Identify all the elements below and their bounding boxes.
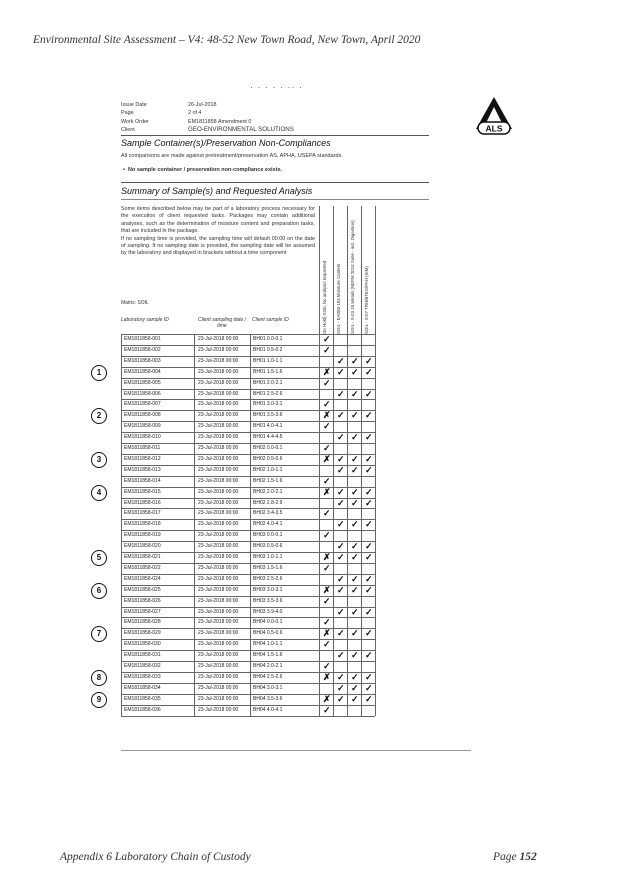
sampling-date: 23-Jul-2018 00:00	[198, 652, 239, 659]
check-mark: ✓	[351, 453, 359, 464]
cross-mark: ✗	[323, 486, 331, 497]
table-row	[121, 508, 375, 518]
sampling-date: 23-Jul-2018 00:00	[198, 663, 239, 669]
check-mark: ✓	[323, 475, 331, 486]
divider	[121, 182, 429, 183]
sampling-date: 23-Jul-2018 00:00	[198, 488, 239, 495]
check-mark: ✓	[323, 661, 331, 671]
client-sample-id: BH01 1.5-1.6	[253, 368, 283, 375]
lab-sample-id: EM1811858-033	[124, 673, 161, 680]
analysis-header: SOIL - S-07 TRH/BTEX/PAH (SIM)	[364, 266, 369, 334]
check-mark: ✓	[337, 410, 345, 421]
check-mark: ✓	[351, 366, 359, 377]
cross-mark: ✗	[323, 584, 331, 595]
table-row	[121, 421, 375, 431]
lab-sample-id: EM1811858-019	[124, 532, 161, 539]
client-sample-id: BH03 3.0-3.1	[253, 586, 283, 593]
check-mark: ✓	[351, 497, 359, 508]
check-mark: ✓	[337, 464, 345, 475]
lab-sample-id: EM1811858-026	[124, 597, 161, 604]
meta-key: Work Order	[121, 118, 149, 125]
sampling-date: 23-Jul-2018 00:00	[198, 673, 239, 680]
sampling-date: 23-Jul-2018 00:00	[198, 575, 239, 582]
table-row	[121, 617, 375, 627]
client-sample-id: BH01 4.4-4.5	[253, 434, 283, 441]
check-mark: ✓	[337, 606, 345, 617]
check-mark: ✓	[337, 453, 345, 464]
table-row	[121, 345, 375, 355]
sampling-date: 23-Jul-2018 00:00	[198, 390, 239, 397]
client-sample-id: BH04 0.5-0.6	[253, 630, 283, 637]
scan-noise: · · · · · ·· ·	[250, 82, 303, 92]
lab-sample-id: EM1811858-009	[124, 423, 161, 430]
lab-sample-id: EM1811858-004	[124, 368, 161, 375]
lab-sample-id: EM1811858-024	[124, 575, 161, 582]
check-mark: ✓	[365, 519, 373, 530]
check-mark: ✓	[337, 366, 345, 377]
check-mark: ✓	[351, 573, 359, 584]
check-mark: ✓	[351, 355, 359, 366]
lab-sample-id: EM1811858-003	[124, 357, 161, 364]
check-mark: ✓	[365, 453, 373, 464]
sampling-date: 23-Jul-2018 00:00	[198, 368, 239, 375]
check-mark: ✓	[323, 344, 331, 355]
sampling-date: 23-Jul-2018 00:00	[198, 434, 239, 441]
client-sample-id: BH04 3.5-3.6	[253, 695, 283, 702]
cross-mark: ✗	[323, 366, 331, 377]
sampling-date: 23-Jul-2018 00:00	[198, 586, 239, 593]
cross-mark: ✗	[323, 552, 331, 562]
check-mark: ✓	[337, 497, 345, 508]
divider	[121, 199, 429, 200]
table-row	[121, 705, 375, 715]
lab-sample-id: EM1811858-014	[124, 477, 161, 484]
sample-circle-number: 1	[91, 365, 107, 381]
sampling-date: 23-Jul-2018 00:00	[198, 619, 239, 626]
client-sample-id: BH04 4.0-4.1	[253, 706, 283, 713]
grid-vline	[375, 206, 376, 716]
sample-circle-number: 5	[91, 550, 107, 566]
lab-sample-id: EM1811858-022	[124, 564, 161, 571]
page-label: Page	[493, 851, 517, 863]
sample-circle-number: 4	[91, 485, 107, 501]
lab-sample-id: EM1811858-029	[124, 630, 161, 637]
client-sample-id: BH03 1.0-1.1	[253, 554, 283, 560]
table-row	[121, 639, 375, 649]
check-mark: ✓	[351, 606, 359, 617]
client-sample-id: BH01 0.5-0.2	[253, 346, 283, 353]
client-sample-id: BH02 2.0-2.1	[253, 488, 283, 495]
sampling-date: 23-Jul-2018 00:00	[198, 412, 239, 419]
client-sample-id: BH04 2.5-2.6	[253, 673, 283, 680]
analysis-header: On Hold) SOIL No analysis requested	[322, 260, 327, 334]
lab-sample-id: EM1811858-017	[124, 510, 161, 517]
client-sample-id: BH03 3.9-4.0	[253, 608, 283, 615]
sampling-date: 23-Jul-2018 00:00	[198, 499, 239, 506]
sample-circle-number: 3	[91, 452, 107, 468]
client-sample-id: BH01 4.0-4.1	[253, 423, 283, 430]
check-mark: ✓	[365, 650, 373, 661]
check-mark: ✓	[351, 486, 359, 497]
check-mark: ✓	[351, 671, 359, 682]
sample-circle-number: 9	[91, 692, 107, 708]
table-row	[121, 443, 375, 453]
col-header-lab-id: Laboratory sample ID	[121, 317, 169, 323]
check-mark: ✓	[337, 355, 345, 366]
grid-hline	[121, 716, 375, 717]
lab-sample-id: EM1811858-012	[124, 455, 161, 462]
sampling-date: 23-Jul-2018 00:00	[198, 532, 239, 539]
sampling-date: 23-Jul-2018 00:00	[198, 543, 239, 550]
sampling-date: 23-Jul-2018 00:00	[198, 423, 239, 430]
meta-key: Page	[121, 110, 134, 117]
check-mark: ✓	[323, 421, 331, 432]
check-mark: ✓	[323, 639, 331, 650]
client-sample-id: BH01 3.5-3.6	[253, 412, 283, 419]
client-sample-id: BH03 1.5-1.6	[253, 564, 283, 571]
matrix-label: Matrix: SOIL	[121, 300, 149, 306]
client-sample-id: BH02 1.0-1.1	[253, 466, 283, 473]
sampling-date: 23-Jul-2018 00:00	[198, 608, 239, 615]
lab-sample-id: EM1811858-001	[124, 336, 161, 342]
check-mark: ✓	[337, 552, 345, 562]
lab-sample-id: EM1811858-007	[124, 401, 161, 408]
check-mark: ✓	[351, 682, 359, 693]
sampling-date: 23-Jul-2018 00:00	[198, 379, 239, 386]
als-logo	[473, 95, 515, 137]
sample-circle-number: 8	[91, 670, 107, 686]
lab-sample-id: EM1811858-028	[124, 619, 161, 626]
sampling-date: 23-Jul-2018 00:00	[198, 684, 239, 691]
check-mark: ✓	[351, 693, 359, 704]
check-mark: ✓	[351, 432, 359, 443]
lab-sample-id: EM1811858-020	[124, 543, 161, 550]
sampling-date: 23-Jul-2018 00:00	[198, 641, 239, 648]
check-mark: ✓	[365, 388, 373, 399]
check-mark: ✓	[337, 486, 345, 497]
lab-sample-id: EM1811858-030	[124, 641, 161, 648]
lab-sample-id: EM1811858-015	[124, 488, 161, 495]
cross-mark: ✗	[323, 671, 331, 682]
check-mark: ✓	[365, 628, 373, 639]
section-title-summary: Summary of Sample(s) and Requested Analysis	[121, 186, 313, 196]
client-sample-id: BH01 2.0-2.1	[253, 379, 283, 386]
check-mark: ✓	[337, 541, 345, 552]
check-mark: ✓	[337, 573, 345, 584]
check-mark: ✓	[365, 410, 373, 421]
check-mark: ✓	[351, 519, 359, 530]
lab-sample-id: EM1811858-008	[124, 412, 161, 419]
check-mark: ✓	[365, 584, 373, 595]
client-sample-id: BH01 1.0-1.1	[253, 357, 283, 364]
bullet-text: No sample container / preservation non-compliance exists.	[127, 167, 283, 173]
sample-circle-number: 7	[91, 626, 107, 642]
client-sample-id: BH01 3.0-3.1	[253, 401, 283, 408]
client-sample-id: BH04 1.5-1.6	[253, 652, 283, 659]
sampling-date: 23-Jul-2018 00:00	[198, 695, 239, 702]
meta-value: GEO-ENVIRONMENTAL SOLUTIONS	[188, 126, 294, 134]
client-sample-id: BH04 3.0-3.1	[253, 684, 283, 691]
cross-mark: ✗	[323, 628, 331, 639]
sampling-date: 23-Jul-2018 00:00	[198, 445, 239, 451]
lab-sample-id: EM1811858-036	[124, 706, 161, 713]
check-mark: ✓	[337, 432, 345, 443]
table-row	[121, 476, 375, 486]
running-header: Environmental Site Assessment – V4: 48-52 New Town Road, New Town, April 2020	[33, 34, 421, 46]
lab-sample-id: EM1811858-011	[124, 445, 161, 451]
cross-mark: ✗	[323, 693, 331, 704]
check-mark: ✓	[365, 355, 373, 366]
sample-circle-number: 2	[91, 408, 107, 424]
lab-sample-id: EM1811858-002	[124, 346, 161, 353]
table-row	[121, 530, 375, 540]
lab-sample-id: EM1811858-021	[124, 554, 161, 560]
check-mark: ✓	[323, 334, 331, 344]
client-sample-id: BH04 2.0-2.1	[253, 663, 283, 669]
check-mark: ✓	[323, 704, 331, 715]
sampling-date: 23-Jul-2018 00:00	[198, 564, 239, 571]
client-sample-id: BH04 0.0-0.1	[253, 619, 283, 626]
sampling-date: 23-Jul-2018 00:00	[198, 706, 239, 713]
client-sample-id: BH01 2.5-2.6	[253, 390, 283, 397]
page-number: 152	[519, 851, 537, 863]
lab-sample-id: EM1811858-027	[124, 608, 161, 615]
check-mark: ✓	[351, 584, 359, 595]
check-mark: ✓	[365, 693, 373, 704]
footer-page	[493, 851, 537, 863]
footer-appendix: Appendix 6 Laboratory Chain of Custody	[60, 851, 251, 863]
check-mark: ✓	[365, 541, 373, 552]
sampling-date: 23-Jul-2018 00:00	[198, 521, 239, 528]
check-mark: ✓	[323, 617, 331, 628]
check-mark: ✓	[337, 388, 345, 399]
lab-sample-id: EM1811858-018	[124, 521, 161, 528]
sampling-date: 23-Jul-2018 00:00	[198, 466, 239, 473]
section-title-noncompliance: Sample Container(s)/Preservation Non-Compliances	[121, 138, 331, 148]
client-sample-id: BH03 3.5-3.6	[253, 597, 283, 604]
check-mark: ✓	[351, 628, 359, 639]
table-row	[121, 399, 375, 409]
sampling-date: 23-Jul-2018 00:00	[198, 630, 239, 637]
check-mark: ✓	[323, 508, 331, 519]
bottom-rule	[121, 750, 471, 751]
client-sample-id: BH03 0.5-0.6	[253, 543, 283, 550]
client-sample-id: BH02 2.8-2.9	[253, 499, 283, 506]
check-mark: ✓	[365, 671, 373, 682]
check-mark: ✓	[337, 682, 345, 693]
check-mark: ✓	[365, 573, 373, 584]
meta-key: Issue Date	[121, 102, 147, 108]
check-mark: ✓	[337, 584, 345, 595]
table-row	[121, 596, 375, 606]
table-row	[121, 661, 375, 671]
sampling-date: 23-Jul-2018 00:00	[198, 357, 239, 364]
compliance-bullet	[123, 167, 282, 173]
check-mark: ✓	[337, 519, 345, 530]
lab-sample-id: EM1811858-010	[124, 434, 161, 441]
check-mark: ✓	[365, 552, 373, 562]
check-mark: ✓	[365, 464, 373, 475]
analysis-header: SOIL - EA055-103 Moisture Content	[336, 263, 341, 334]
check-mark: ✓	[365, 606, 373, 617]
client-sample-id: BH02 4.0-4.1	[253, 521, 283, 528]
lab-sample-id: EM1811858-006	[124, 390, 161, 397]
summary-description	[121, 206, 315, 258]
table-row	[121, 563, 375, 573]
meta-value: 2 of 4	[188, 110, 202, 117]
lab-sample-id: EM1811858-034	[124, 684, 161, 691]
description-para-1: Some items described below may be part of a laboratory process necessary for the execution of client requested tasks. Packages may contain additional analyses, such as the determination of moisture content and preparation tasks, that are included in the package.	[121, 206, 315, 235]
check-mark: ✓	[351, 410, 359, 421]
lab-sample-id: EM1811858-025	[124, 586, 161, 593]
sampling-date: 23-Jul-2018 00:00	[198, 510, 239, 517]
sampling-date: 23-Jul-2018 00:00	[198, 401, 239, 408]
col-header-date: Client sampling date / time	[197, 317, 247, 329]
client-sample-id: BH01 0.0-0.1	[253, 336, 283, 342]
client-sample-id: BH02 0.0-0.1	[253, 445, 283, 451]
check-mark: ✓	[323, 377, 331, 388]
sample-circle-number: 6	[91, 583, 107, 599]
meta-value: 26-Jul-2018	[188, 102, 217, 108]
check-mark: ✓	[323, 530, 331, 541]
check-mark: ✓	[323, 443, 331, 453]
report-meta	[121, 101, 321, 135]
col-header-client-id: Client sample ID	[252, 317, 289, 323]
sampling-date: 23-Jul-2018 00:00	[198, 554, 239, 560]
check-mark: ✓	[365, 366, 373, 377]
sampling-date: 23-Jul-2018 00:00	[198, 346, 239, 353]
check-mark: ✓	[365, 497, 373, 508]
check-mark: ✓	[365, 486, 373, 497]
check-mark: ✓	[323, 399, 331, 410]
check-mark: ✓	[323, 562, 331, 573]
check-mark: ✓	[337, 693, 345, 704]
cross-mark: ✗	[323, 453, 331, 464]
sampling-date: 23-Jul-2018 00:00	[198, 336, 239, 342]
client-sample-id: BH02 3.4-3.5	[253, 510, 283, 517]
check-mark: ✓	[351, 650, 359, 661]
client-sample-id: BH04 1.0-1.1	[253, 641, 283, 648]
check-mark: ✓	[337, 628, 345, 639]
bullet-icon: •	[123, 167, 128, 173]
check-mark: ✓	[351, 388, 359, 399]
meta-value: EM1811858 Amendment 0	[188, 118, 252, 125]
comparison-note: All comparisons are made against pretreatment/preservation AS, APHA, USEPA standards.	[121, 153, 343, 159]
check-mark: ✓	[337, 671, 345, 682]
lab-sample-id: EM1811858-035	[124, 695, 161, 702]
check-mark: ✓	[323, 595, 331, 606]
divider	[121, 135, 429, 136]
check-mark: ✓	[337, 650, 345, 661]
check-mark: ✓	[351, 552, 359, 562]
table-row	[121, 378, 375, 388]
check-mark: ✓	[351, 541, 359, 552]
lab-sample-id: EM1811858-013	[124, 466, 161, 473]
sampling-date: 23-Jul-2018 00:00	[198, 597, 239, 604]
lab-sample-id: EM1811858-031	[124, 652, 161, 659]
client-sample-id: BH03 2.5-2.6	[253, 575, 283, 582]
cross-mark: ✗	[323, 410, 331, 421]
sampling-date: 23-Jul-2018 00:00	[198, 477, 239, 484]
lab-sample-id: EM1811858-005	[124, 379, 161, 386]
table-row	[121, 334, 375, 344]
sampling-date: 23-Jul-2018 00:00	[198, 455, 239, 462]
check-mark: ✓	[351, 464, 359, 475]
scanned-report	[90, 78, 515, 753]
check-mark: ✓	[365, 432, 373, 443]
client-sample-id: BH03 0.0-0.1	[253, 532, 283, 539]
analysis-header: SOIL - S-03 15 Metals (NEPM 2013 Suite - incl. Digestion)	[350, 220, 355, 334]
client-sample-id: BH02 1.5-1.6	[253, 477, 283, 484]
client-sample-id: BH02 0.5-0.6	[253, 455, 283, 462]
lab-sample-id: EM1811858-032	[124, 663, 161, 669]
check-mark: ✓	[365, 682, 373, 693]
lab-sample-id: EM1811858-016	[124, 499, 161, 506]
description-para-2: If no sampling time is provided, the sampling time will default 00:00 on the date of sampling. If no sampling date is provided, the sampling date will be assumed by the laboratory and displayed in brackets without a time component	[121, 235, 315, 257]
logo-text: ALS	[485, 123, 503, 134]
meta-key: Client	[121, 127, 135, 134]
